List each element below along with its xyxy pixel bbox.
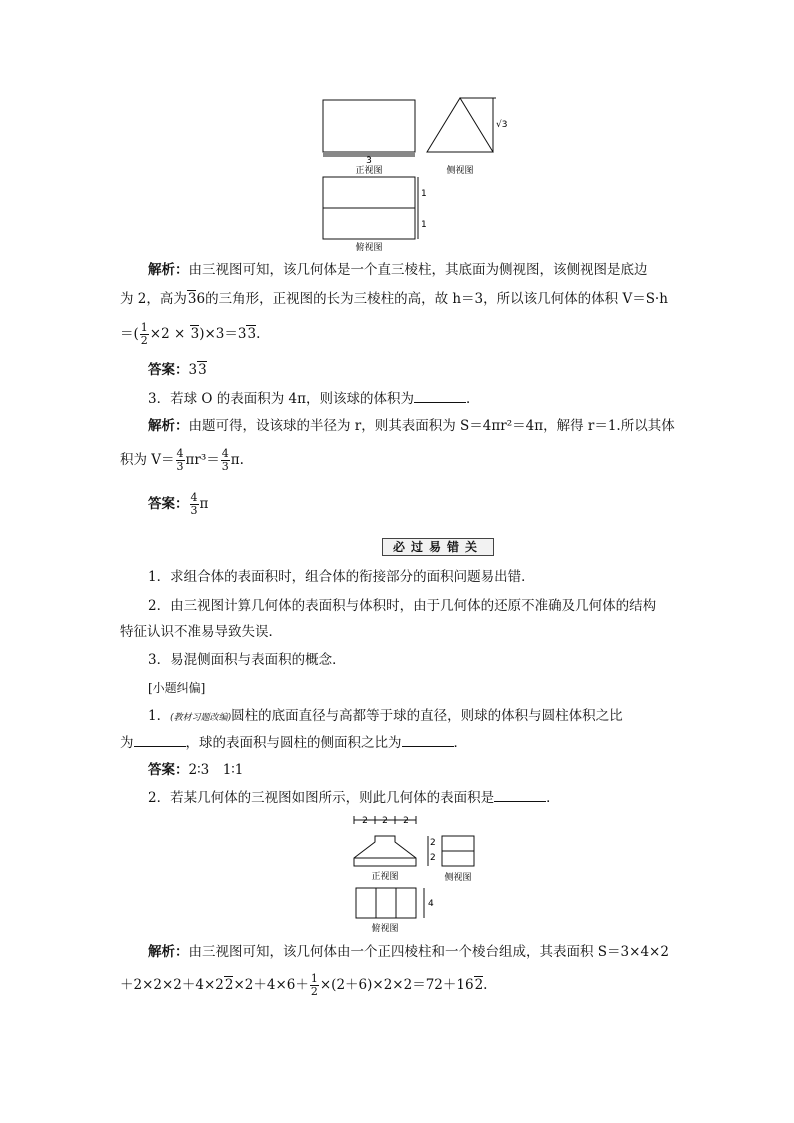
error-item-2-cont: 特征认识不准易导致失误． [120,624,282,640]
front-view-label-2: 正视图 [371,872,399,882]
subsection-title: [小题纠偏] [148,681,206,695]
answer-blank-2[interactable] [402,732,454,747]
section-title: 必过易错关 [382,538,494,556]
sol-p2-line1: 解析：由三视图可知，该几何体由一个正四棱柱和一个棱台组成，其表面积 S＝3×4×2 [148,944,669,960]
error-item-3: 3．易混侧面积与表面积的概念． [148,652,346,668]
dim-1a: 1 [421,189,427,199]
answer-blank-1[interactable] [134,732,186,747]
svg-text:2: 2 [382,816,388,826]
dim-sqrt3: √3 [496,120,508,130]
svg-text:2: 2 [430,838,436,848]
top-view-rect [356,888,416,918]
sol-label: 解析： [148,262,189,278]
ans3: 答案： $\frac{4}{3}$ π [148,491,209,517]
sol3-line2: 积为 V＝ $\frac{4}{3}$ πr³＝ $\frac{4}{3}$ π. [120,447,244,473]
figure-frustum-three-views [340,812,490,934]
sol2-line2: 为 2，高为36的三角形，正视图的长为三棱柱的高，故 h＝3，所以该几何体的体积 V＝S·h [120,291,668,307]
ans-practice-1: 答案：2∶3 1∶1 [148,762,244,778]
answer-blank-3[interactable] [494,787,546,802]
svg-text:2: 2 [430,853,436,863]
error-item-1: 1．求组合体的表面积时，组合体的衔接部分的面积问题易出错． [148,569,535,585]
top-view-label-2: 俯视图 [371,924,399,934]
error-item-2: 2．由三视图计算几何体的表面积与体积时，由于几何体的还原不准确及几何体的结构 [148,598,657,614]
top-view-label: 俯视图 [355,243,383,253]
q3: 3．若球 O 的表面积为 4π，则该球的体积为 ． [148,388,480,409]
side-view-label: 侧视图 [446,166,474,176]
front-view-label: 正视图 [355,166,383,176]
ans2: 答案：33 [148,362,207,378]
figure-prism-three-views [310,90,510,255]
practice-1-line2: 为 ，球的表面积与圆柱的侧面积之比为 ． [120,732,467,753]
sol2-line3: ＝( $\frac{1}{2}$ ×2 × 3)×3＝33. [120,321,261,347]
sol3-line1: 解析：由题可得，设该球的半径为 r，则其表面积为 S＝4πr²＝4π，解得 r＝1.所以其体 [148,418,675,434]
dim-1b: 1 [421,220,427,230]
dim-3: 3 [366,156,372,166]
practice-1-line1: 1．(教材习题改编)圆柱的底面直径与高都等于球的直径，则球的体积与圆柱体积之比 [148,708,623,724]
answer-blank[interactable] [414,388,466,403]
front-view-rect [323,100,415,152]
side-view-triangle [427,98,493,152]
dim-4: 4 [428,899,434,909]
side-view-label-2: 侧视图 [444,873,472,883]
front-view-shape [354,836,416,866]
practice-2: 2．若某几何体的三视图如图所示，则此几何体的表面积是 ． [148,787,560,808]
svg-text:2: 2 [362,816,368,826]
svg-text:2: 2 [403,816,409,826]
sol-p2-line2: ＋2×2×2＋4×22×2＋4×6＋ $\frac{1}{2}$ ×(2＋6)×2×2＝72＋162. [120,972,488,998]
sol2-line1: 解析：由三视图可知，该几何体是一个直三棱柱，其底面为侧视图，该侧视图是底边 [148,262,648,278]
